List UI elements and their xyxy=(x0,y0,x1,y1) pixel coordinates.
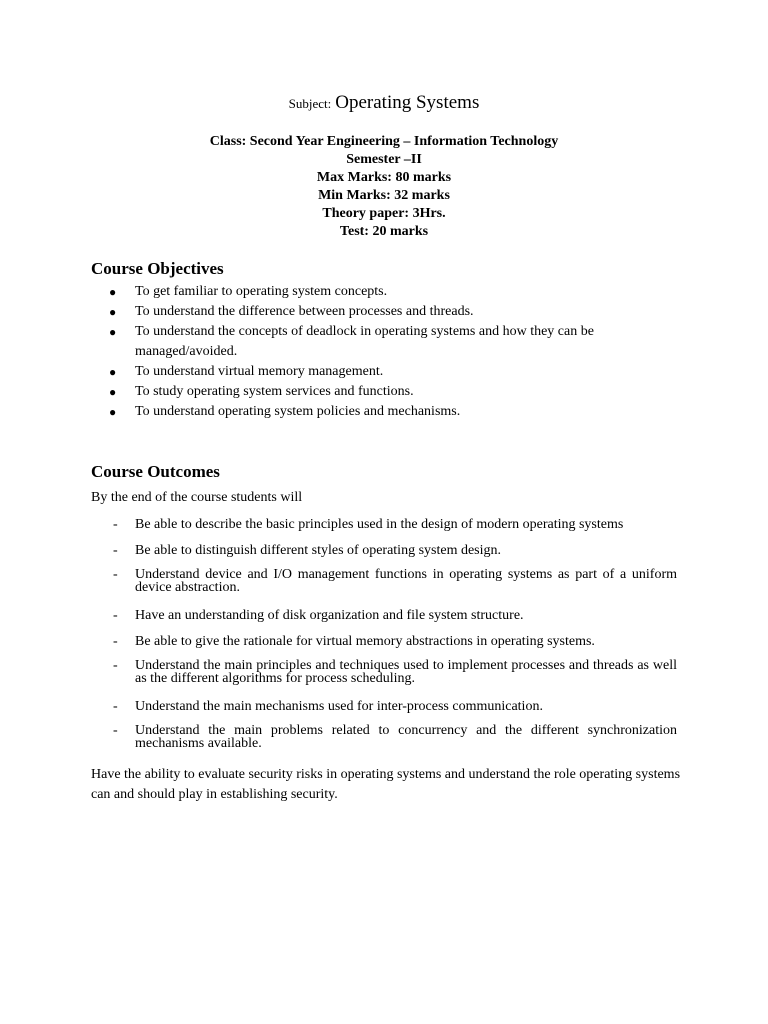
dash-icon: - xyxy=(113,608,118,623)
outcome-text: Understand device and I/O management functions in operating systems as part of a uniform device abstraction. xyxy=(135,567,677,595)
dash-icon: - xyxy=(113,723,118,738)
dash-icon: - xyxy=(113,658,118,673)
outcome-item xyxy=(113,542,677,559)
bullet-icon: ● xyxy=(109,305,117,319)
outcome-item xyxy=(113,698,677,715)
class-line: Class: Second Year Engineering – Information Technology xyxy=(209,134,559,149)
bullet-icon: ● xyxy=(109,405,117,419)
subject-title: Operating Systems xyxy=(335,92,480,113)
theory-paper-line: Theory paper: 3Hrs. xyxy=(322,206,446,221)
dash-icon: - xyxy=(113,699,118,714)
course-objectives-heading: Course Objectives xyxy=(91,259,224,278)
outcome-text: Have an understanding of disk organization and file system structure. xyxy=(135,608,524,623)
bullet-icon: ● xyxy=(109,385,117,399)
outcome-text: Understand the main principles and techniques used to implement processes and threads as well as the different algorithms for process scheduling. xyxy=(135,658,677,686)
objective-item xyxy=(109,322,689,362)
objective-text: To understand the concepts of deadlock in operating systems and how they can be managed/avoided. xyxy=(135,324,594,359)
subject-label: Subject: xyxy=(288,96,332,111)
outcomes-intro: By the end of the course students will xyxy=(91,490,303,505)
objective-item xyxy=(109,362,689,382)
dash-icon: - xyxy=(113,517,118,532)
test-marks-line: Test: 20 marks xyxy=(339,224,429,239)
outcome-text: Be able to describe the basic principles used in the design of modern operating systems xyxy=(135,517,624,532)
closing-paragraph: Have the ability to evaluate security risks in operating systems and understand the role operating systems can and should play in establishing security. xyxy=(91,767,681,802)
course-info-block xyxy=(0,133,768,241)
outcome-item xyxy=(113,724,677,750)
subject-line xyxy=(0,92,768,114)
dash-icon: - xyxy=(113,543,118,558)
outcome-text: Be able to distinguish different styles of operating system design. xyxy=(135,543,502,558)
dash-icon: - xyxy=(113,634,118,649)
objective-item xyxy=(109,402,689,422)
course-outcomes-heading: Course Outcomes xyxy=(91,462,220,481)
objective-text: To understand operating system policies and mechanisms. xyxy=(135,404,461,419)
outcome-text: Understand the main mechanisms used for inter-process communication. xyxy=(135,699,543,714)
outcome-text: Understand the main problems related to concurrency and the different synchronization mechanisms available. xyxy=(135,723,677,751)
bullet-icon: ● xyxy=(109,285,117,299)
objective-item xyxy=(109,302,689,322)
max-marks-line: Max Marks: 80 marks xyxy=(316,170,452,185)
objective-text: To get familiar to operating system concepts. xyxy=(135,284,388,299)
outcome-item xyxy=(113,568,677,594)
objectives-list xyxy=(109,282,689,422)
outcome-item xyxy=(113,659,677,685)
min-marks-line: Min Marks: 32 marks xyxy=(318,188,450,203)
objective-item xyxy=(109,382,689,402)
dash-icon: - xyxy=(113,567,118,582)
outcomes-list xyxy=(113,516,677,763)
outcome-item xyxy=(113,516,677,533)
outcome-text: Be able to give the rationale for virtual memory abstractions in operating systems. xyxy=(135,634,595,649)
objective-text: To understand virtual memory management. xyxy=(135,364,384,379)
objective-item xyxy=(109,282,689,302)
outcome-item xyxy=(113,633,677,650)
bullet-icon: ● xyxy=(109,365,117,379)
semester-line: Semester –II xyxy=(346,152,422,167)
objective-text: To study operating system services and functions. xyxy=(135,384,414,399)
objective-text: To understand the difference between processes and threads. xyxy=(135,304,474,319)
outcome-item xyxy=(113,607,677,624)
bullet-icon: ● xyxy=(109,325,117,339)
